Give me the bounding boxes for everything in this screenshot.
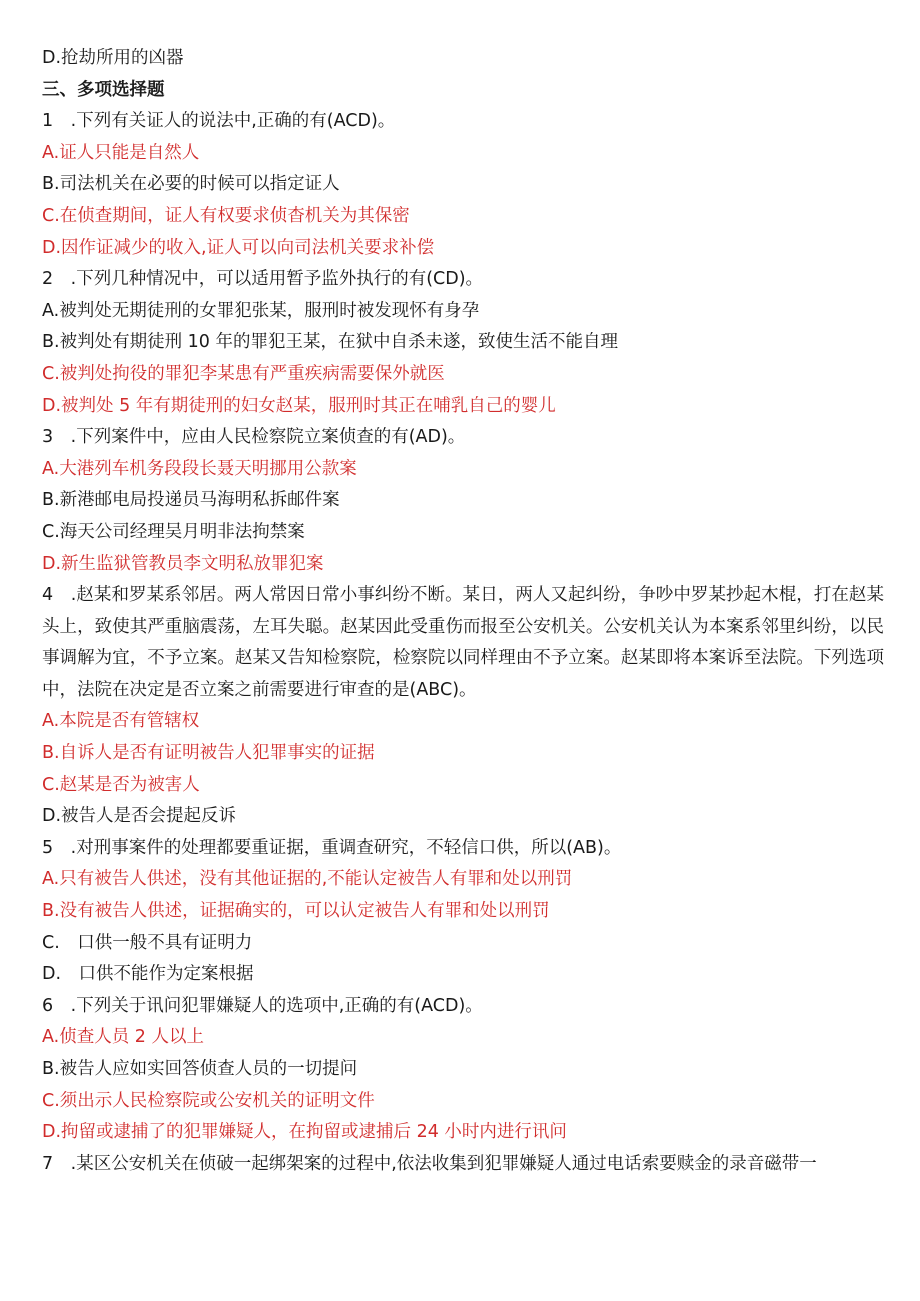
q3-option-a: A.大港列车机务段段长聂天明挪用公款案 [42,458,357,479]
q3-option-b: B.新港邮电局投递员马海明私拆邮件案 [42,490,340,511]
q4-option-d: D.被告人是否会提起反诉 [42,806,237,827]
q3-option-d: D.新生监狱管教员李文明私放罪犯案 [42,553,324,574]
q2-option-b: B.被判处有期徒刑 10 年的罪犯王某，在狱中自杀未遂，致使生活不能自理 [42,332,618,353]
q6-option-b: B.被告人应如实回答侦查人员的一切提问 [42,1059,358,1079]
question-2: 2 .下列几种情况中，可以适用暂予监外执行的有(CD)。 [42,269,484,290]
q5-option-b: B.没有被告人供述，证据确实的，可以认定被告人有罪和处以刑罚 [42,901,550,922]
q5-option-a: A.只有被告人供述，没有其他证据的,不能认定被告人有罪和处以刑罚 [42,869,573,890]
question-1: 1 .下列有关证人的说法中,正确的有(ACD)。 [42,111,396,132]
q2-option-d: D.被判处 5 年有期徒刑的妇女赵某，服刑时其正在哺乳自己的婴儿 [42,395,556,416]
q6-option-c: C.须出示人民检察院或公安机关的证明文件 [42,1090,375,1111]
q3-option-c: C.海天公司经理吴月明非法拘禁案 [42,521,305,542]
question-5: 5 .对刑事案件的处理都要重证据，重调查研究，不轻信口供，所以(AB)。 [42,837,622,858]
q1-option-c: C.在侦查期间，证人有权要求侦杳机关为其保密 [42,205,410,226]
q6-option-d: D.拘留或逮捕了的犯罪嫌疑人，在拘留或逮捕后 24 小时内进行讯问 [42,1122,567,1143]
q4-option-a: A.本院是否有管辖权 [42,711,200,732]
q5-option-c: C. 口供一般不具有证明力 [42,932,253,953]
q4-option-c: C.赵某是否为被害人 [42,774,200,795]
q2-option-a: A.被判处无期徒刑的女罪犯张某，服刑时被发现怀有身孕 [42,300,480,321]
q1-option-a: A.证人只能是自然人 [42,142,200,163]
section-heading: 三、多项选择题 [42,79,165,100]
question-4: 4 .赵某和罗某系邻居。两人常因日常小事纠纷不断。某日，两人又起纠纷，争吵中罗某抄起木棍，打在赵某头上，致使其严重脑震荡，左耳失聪。赵某因此受重伤而报至公安机关。公安机关认为本案系邻里纠纷，以民事调解为宜，不予立案。赵某又告知检察院，检察院以同样理由不予立案。赵某即将本案诉至法院。下列选项中，法院在决定是否立案之前需要进行审查的是(ABC)。 [42,585,884,700]
option-d-line: D.抢劫所用的凶器 [42,48,184,68]
question-7: 7 .某区公安机关在侦破一起绑架案的过程中,依法收集到犯罪嫌疑人通过电话索要赎金的录音磁带一 [42,1153,817,1174]
q6-option-a: A.侦查人员 2 人以上 [42,1027,204,1048]
q1-option-d: D.因作证减少的收入,证人可以向司法机关要求补偿 [42,237,435,258]
q5-option-d: D. 口供不能作为定案根据 [42,964,254,985]
q4-option-b: B.自诉人是否有证明被告人犯罪事实的证据 [42,743,375,764]
question-6: 6 .下列关于讯问犯罪嫌疑人的选项中,正确的有(ACD)。 [42,995,483,1016]
document-page [42,43,884,1180]
q2-option-c: C.被判处拘役的罪犯李某患有严重疾病需要保外就医 [42,363,445,384]
question-3: 3 .下列案件中，应由人民检察院立案侦查的有(AD)。 [42,427,466,448]
q1-option-b: B.司法机关在必要的时候可以指定证人 [42,174,340,195]
